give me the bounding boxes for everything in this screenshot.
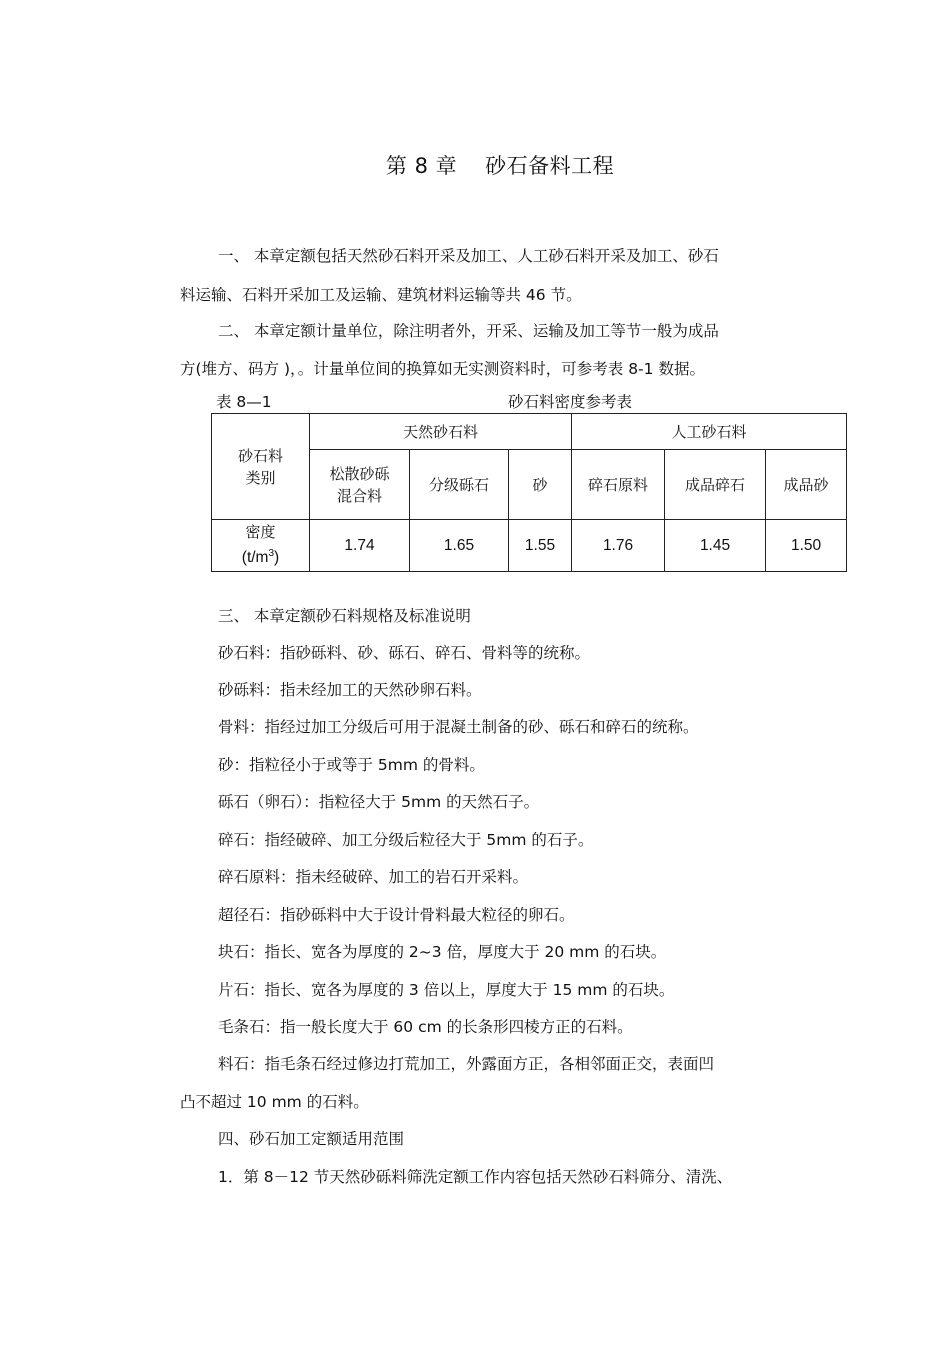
category-header-cell	[212, 414, 310, 520]
definition-item: 砂：指粒径小于或等于 5mm 的骨料。	[218, 756, 485, 774]
col-header-crushed-product: 成品碎石	[665, 450, 766, 520]
section-4-item-1: 1．第 8－12 节天然砂砾料筛洗定额工作内容包括天然砂石料筛分、清洗、	[218, 1168, 733, 1186]
definition-item: 超径石：指砂砾料中大于设计骨料最大粒径的卵石。	[218, 906, 575, 924]
density-unit-exponent: 3	[268, 548, 275, 560]
definition-item: 砂砾料：指未经加工的天然砂卵石料。	[218, 681, 482, 699]
col-header-crushed-raw: 碎石原料	[572, 450, 665, 520]
table-cell: 1.45	[665, 520, 766, 572]
table-cell: 1.76	[572, 520, 665, 572]
paragraph-2-line-1: 二、 本章定额计量单位，除注明者外，开采、运输及加工等节一般为成品	[218, 322, 719, 340]
section-4-heading: 四、砂石加工定额适用范围	[218, 1130, 405, 1148]
col1-line-1: 松散砂砾	[329, 464, 390, 483]
density-label: 密度	[245, 523, 276, 542]
table-cell: 1.65	[410, 520, 509, 572]
definition-item: 骨料：指经过加工分级后可用于混凝土制备的砂、砾石和碎石的统称。	[218, 718, 699, 736]
category-header-line-2: 类别	[245, 468, 276, 487]
definition-item: 砂石料：指砂砾料、砂、砾石、碎石、骨料等的统称。	[218, 644, 591, 662]
table-label: 表 8—1	[216, 393, 272, 411]
chapter-name: 砂石备料工程	[485, 154, 615, 178]
paragraph-2-line-2: 方(堆方、码方 )，。计量单位间的换算如无实测资料时，可参考表 8-1 数据。	[180, 360, 705, 378]
definition-item: 砾石（卵石）：指粒径大于 5mm 的天然石子。	[218, 793, 540, 811]
table-title: 砂石料密度参考表	[508, 393, 633, 411]
density-label-cell	[212, 520, 310, 572]
density-unit-base: (t/m	[241, 549, 269, 567]
definition-item: 料石：指毛条石经过修边打荒加工，外露面方正，各相邻面正交，表面凹	[218, 1055, 715, 1073]
table-row	[212, 520, 847, 572]
density-unit	[212, 543, 309, 569]
paragraph-1-line-1: 一、 本章定额包括天然砂石料开采及加工、人工砂石料开采及加工、砂石	[218, 247, 719, 265]
chapter-title	[0, 150, 950, 180]
paragraph-1-line-2: 料运输、石料开采加工及运输、建筑材料运输等共 46 节。	[180, 286, 582, 304]
artificial-group-header: 人工砂石料	[572, 414, 847, 450]
col1-line-2: 混合料	[336, 486, 382, 505]
table-cell: 1.50	[766, 520, 847, 572]
definition-item: 块石：指长、宽各为厚度的 2~3 倍，厚度大于 20 mm 的石块。	[218, 943, 667, 961]
col-header-loose-gravel	[310, 450, 410, 520]
table-cell: 1.74	[310, 520, 410, 572]
table-header-row	[212, 414, 847, 450]
chapter-number: 第 8 章	[385, 154, 458, 178]
definition-item: 碎石：指经破碎、加工分级后粒径大于 5mm 的石子。	[218, 831, 594, 849]
section-3-heading: 三、 本章定额砂石料规格及标准说明	[218, 607, 471, 625]
definition-item: 毛条石：指一般长度大于 60 cm 的长条形四棱方正的石料。	[218, 1018, 633, 1036]
col-header-graded-gravel: 分级砾石	[410, 450, 509, 520]
definition-item: 碎石原料：指未经破碎、加工的岩石开采料。	[218, 868, 529, 886]
category-header-line-1: 砂石料	[237, 446, 283, 465]
definition-item: 片石：指长、宽各为厚度的 3 倍以上，厚度大于 15 mm 的石块。	[218, 981, 675, 999]
density-table	[211, 413, 847, 572]
table-cell: 1.55	[509, 520, 572, 572]
density-unit-close: )	[274, 549, 280, 567]
col-header-sand: 砂	[509, 450, 572, 520]
natural-group-header: 天然砂石料	[310, 414, 572, 450]
definition-item-continuation: 凸不超过 10 mm 的石料。	[180, 1093, 369, 1111]
col-header-sand-product: 成品砂	[766, 450, 847, 520]
